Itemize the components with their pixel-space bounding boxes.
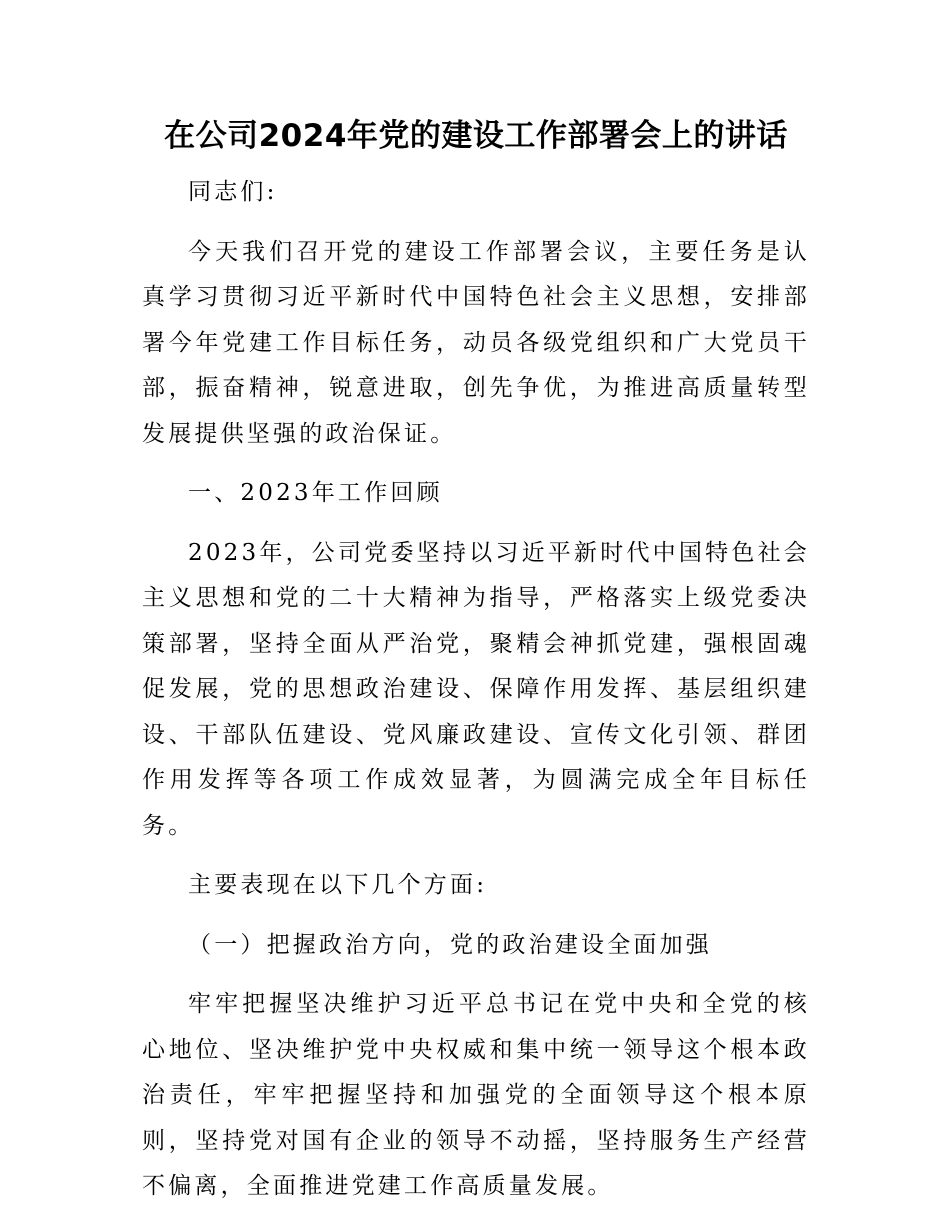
document-body	[142, 110, 810, 1224]
subsection-heading-political: （一）把握政治方向，党的政治建设全面加强	[188, 931, 712, 958]
intro-line: 主要表现在以下几个方面:	[188, 872, 488, 898]
document-title: 在公司2024年党的建设工作部署会上的讲话	[164, 118, 788, 154]
political-paragraph: 牢牢把握坚决维护习近平总书记在党中央和全党的核心地位、坚决维护党中央权威和集中统一领导这个根本政治责任，牢牢把握坚持和加强党的全面领导这个根本原则，坚持党对国有企业的领导不动摇，坚持服务生产经营不偏离，全面推进党建工作高质量发展。	[142, 991, 810, 1199]
review-paragraph: 2023年，公司党委坚持以习近平新时代中国特色社会主义思想和党的二十大精神为指导，严格落实上级党委决策部署，坚持全面从严治党，聚精会神抓党建，强根固魂促发展，党的思想政治建设、保障作用发挥、基层组织建设、干部队伍建设、党风廉政建设、宣传文化引领、群团作用发挥等各项工作成效显著，为圆满完成全年目标任务。	[142, 539, 810, 839]
opening-paragraph: 今天我们召开党的建设工作部署会议，主要任务是认真学习贯彻习近平新时代中国特色社会主义思想，安排部署今年党建工作目标任务，动员各级党组织和广大党员干部，振奋精神，锐意进取，创先争优，为推进高质量转型发展提供坚强的政治保证。	[142, 238, 810, 447]
salutation: 同志们:	[188, 179, 278, 205]
section-heading-review: 一、2023年工作回顾	[188, 480, 443, 506]
